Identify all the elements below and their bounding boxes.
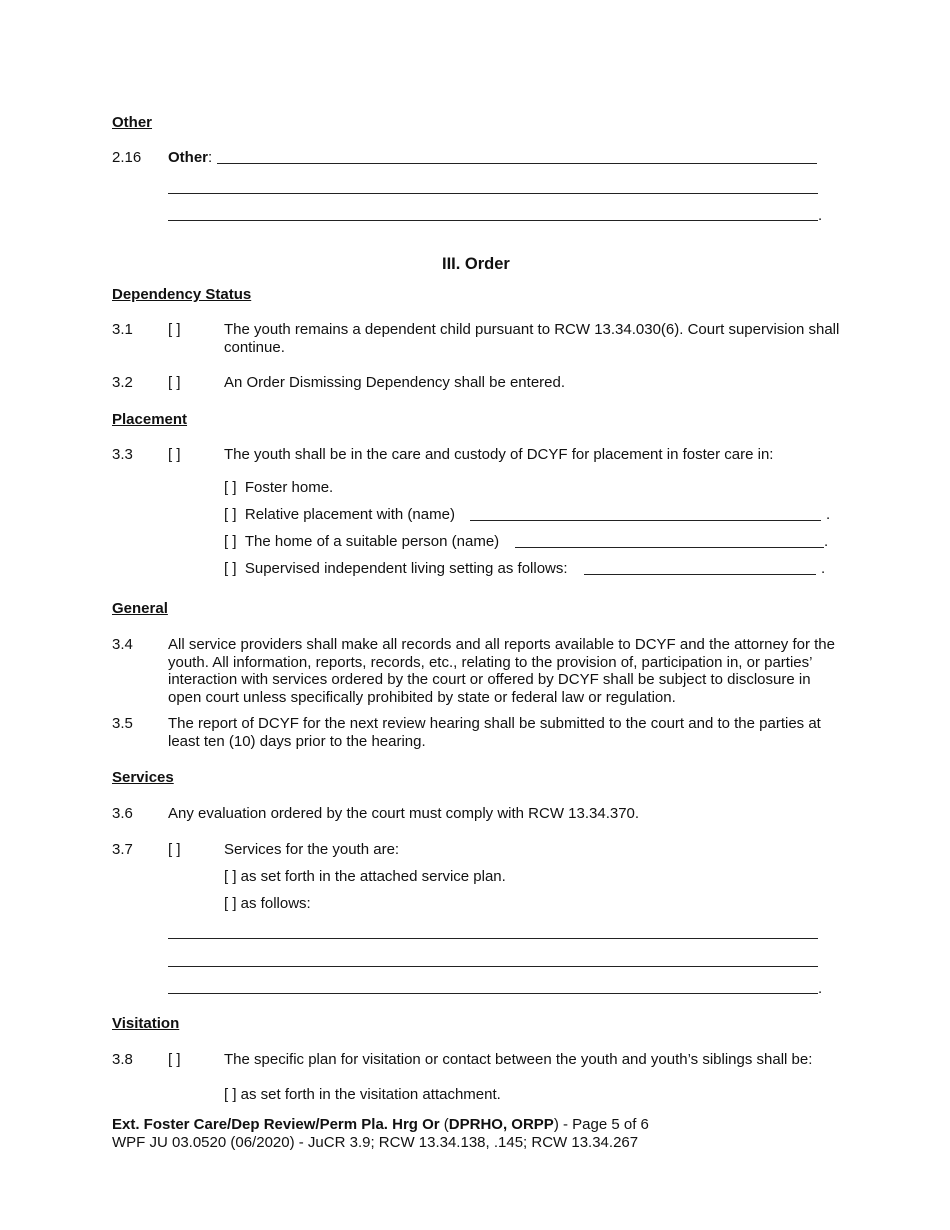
checkbox-3-8[interactable]: [ ] [168, 1051, 181, 1068]
other-label [168, 149, 212, 166]
other-label-colon: : [208, 149, 213, 166]
section-heading-general: General [112, 600, 168, 617]
item-text-3-3: The youth shall be in the care and custody of DCYF for placement in foster care in: [224, 446, 774, 463]
item-number-3-6: 3.6 [112, 805, 133, 822]
item-number-3-2: 3.2 [112, 374, 133, 391]
footer-form-title: Ext. Foster Care/Dep Review/Perm Pla. Hrg Or [112, 1116, 440, 1133]
relative-name-period: . [826, 506, 831, 523]
suitable-person-blank-line[interactable] [515, 547, 824, 548]
services-blank-line-1[interactable] [168, 938, 818, 939]
item-number-3-5: 3.5 [112, 715, 133, 732]
independent-living-period: . [821, 560, 826, 577]
other-blank-line-3[interactable] [168, 220, 818, 221]
item-text-3-4: All service providers shall make all records and all reports available to DCYF and the attorney for the youth. All information, reports, records, etc., relating to the provision of, participation in, or parties’ interaction with services ordered by the court or offered by DCYF shall be subject to disclosure in open court unless specifically prohibited by state or federal law or regulation. [168, 636, 835, 706]
other-label-text: Other [168, 149, 209, 166]
services-blank-line-3[interactable] [168, 993, 818, 994]
checkbox-3-3[interactable]: [ ] [168, 446, 181, 463]
suitable-person-period: . [824, 533, 829, 550]
item-number-3-4: 3.4 [112, 636, 133, 653]
placement-option-independent-living [224, 560, 568, 577]
placement-option-label: Supervised independent living setting as follows: [244, 560, 568, 577]
item-number-3-7: 3.7 [112, 841, 133, 858]
order-section-title: III. Order [442, 255, 510, 273]
footer-form-codes: DPRHO, ORPP [448, 1116, 554, 1133]
section-heading-placement: Placement [112, 411, 188, 428]
item-text-3-2: An Order Dismissing Dependency shall be entered. [224, 374, 566, 391]
item-text-3-6: Any evaluation ordered by the court must comply with RCW 13.34.370. [168, 805, 640, 822]
placement-option-foster-home [224, 479, 333, 496]
checkbox-3-7[interactable]: [ ] [168, 841, 181, 858]
placement-option-label: Foster home. [244, 479, 334, 496]
checkbox-3-1[interactable]: [ ] [168, 321, 181, 338]
item-number-3-8: 3.8 [112, 1051, 133, 1068]
item-text-3-5: The report of DCYF for the next review hearing shall be submitted to the court and to the parties at least ten (10) days prior to the hearing. [168, 715, 821, 750]
other-blank-period: . [818, 207, 823, 224]
placement-option-label: The home of a suitable person (name) [244, 533, 500, 550]
other-blank-line-2[interactable] [168, 193, 818, 194]
checkbox-3-2[interactable]: [ ] [168, 374, 181, 391]
services-blank-period: . [818, 980, 823, 997]
item-text-3-8: The specific plan for visitation or contact between the youth and youth’s siblings shall be: [224, 1051, 813, 1068]
section-heading-services: Services [112, 769, 174, 786]
footer-title-line [112, 1116, 649, 1133]
placement-option-relative [224, 506, 455, 523]
other-blank-line-1[interactable] [217, 163, 817, 164]
section-heading-other: Other [112, 114, 153, 131]
footer-page-info: ) - Page 5 of 6 [553, 1116, 649, 1133]
placement-option-checkbox[interactable]: [ ] [224, 533, 237, 550]
item-number-2-16: 2.16 [112, 149, 142, 166]
relative-name-blank-line[interactable] [470, 520, 821, 521]
item-text-3-1: The youth remains a dependent child pursuant to RCW 13.34.030(6). Court supervision shall continue. [224, 321, 840, 356]
section-heading-visitation: Visitation [112, 1015, 180, 1032]
section-heading-dependency-status: Dependency Status [112, 286, 252, 303]
placement-option-checkbox[interactable]: [ ] [224, 479, 237, 496]
placement-option-suitable-person [224, 533, 499, 550]
item-number-3-1: 3.1 [112, 321, 133, 338]
placement-option-checkbox[interactable]: [ ] [224, 506, 237, 523]
footer-paren-open: ( [439, 1116, 449, 1133]
visitation-option-attachment[interactable]: [ ] as set forth in the visitation attachment. [224, 1086, 501, 1103]
item-number-3-3: 3.3 [112, 446, 133, 463]
placement-option-checkbox[interactable]: [ ] [224, 560, 237, 577]
services-option-service-plan[interactable]: [ ] as set forth in the attached service plan. [224, 868, 506, 885]
services-option-as-follows[interactable]: [ ] as follows: [224, 895, 311, 912]
services-blank-line-2[interactable] [168, 966, 818, 967]
independent-living-blank-line[interactable] [584, 574, 816, 575]
placement-option-label: Relative placement with (name) [244, 506, 455, 523]
item-text-3-7: Services for the youth are: [224, 841, 400, 858]
footer-citation-line: WPF JU 03.0520 (06/2020) - JuCR 3.9; RCW 13.34.138, .145; RCW 13.34.267 [112, 1134, 639, 1151]
